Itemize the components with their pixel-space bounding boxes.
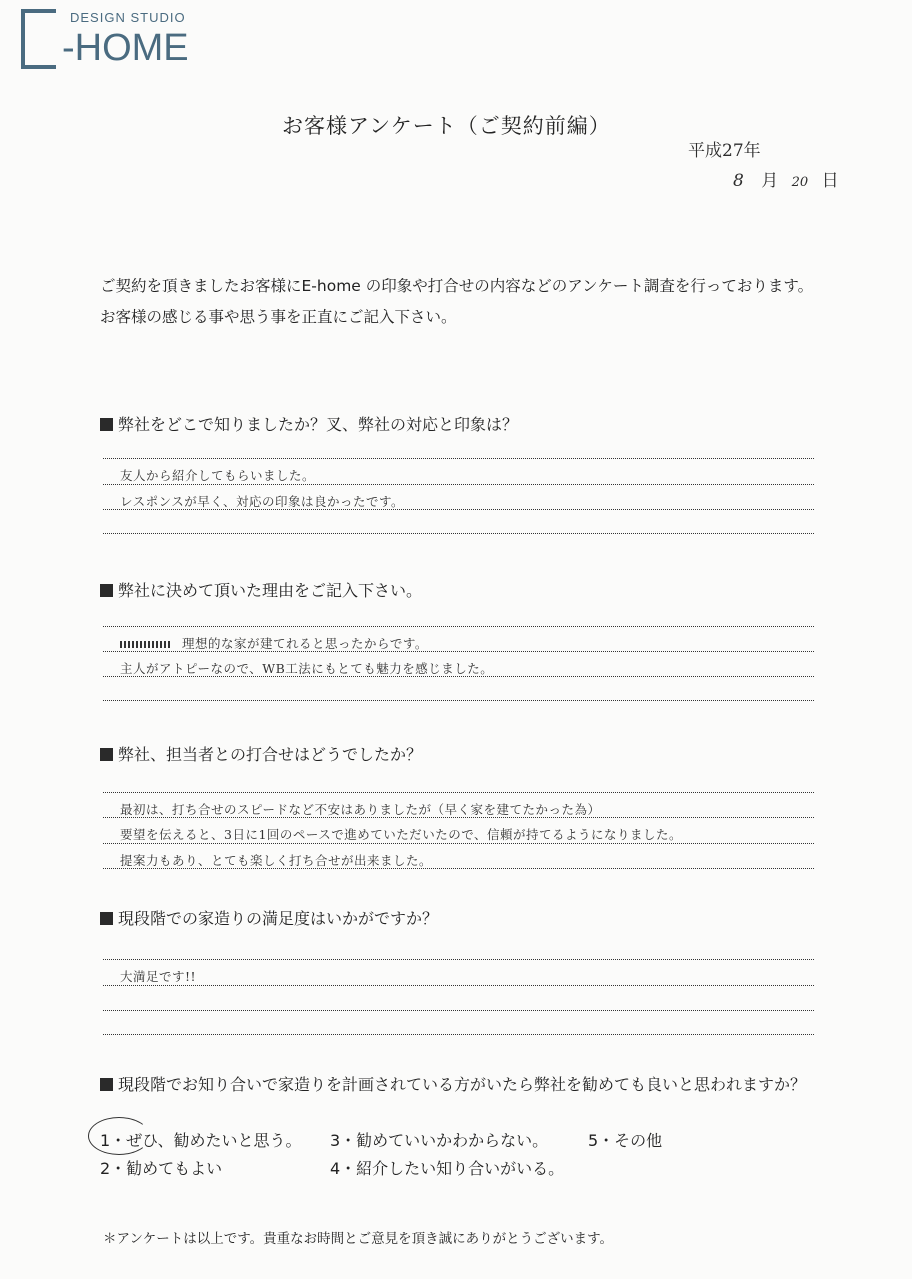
- bullet-square-icon: [100, 584, 113, 597]
- footer-note: ＊アンケートは以上です。貴重なお時間とご意見を頂き誠にありがとうございます。: [103, 1231, 614, 1247]
- date-era-year: 平成27年: [688, 141, 761, 161]
- option-3[interactable]: 3・勧めていいかわからない。: [330, 1131, 549, 1150]
- page-title: お客様アンケート（ご契約前編）: [282, 114, 611, 138]
- answer-line: [103, 1034, 814, 1035]
- answer-line: [103, 843, 814, 844]
- bullet-square-icon: [100, 1078, 113, 1091]
- date-month-day: [733, 166, 839, 191]
- answer-line: [103, 484, 814, 485]
- answer-line: [103, 533, 814, 534]
- question-1: [100, 412, 518, 435]
- option-4[interactable]: 4・紹介したい知り合いがいる。: [330, 1159, 565, 1178]
- answer-2-line-2: 主人がアトピーなので、WB工法にもとても魅力を感じました。: [120, 661, 494, 676]
- logo-studio-text: DESIGN STUDIO: [70, 10, 186, 25]
- answer-line: [103, 792, 814, 793]
- answer-3-line-2: 要望を伝えると、3日に1回のペースで進めていただいたので、信頼が持てるようになりました。: [120, 827, 683, 842]
- intro-line-1: ご契約を頂きましたお客様にE-home の印象や打合せの内容などのアンケート調査を行っております。: [100, 277, 814, 295]
- answer-line: [103, 458, 814, 459]
- date-month-unit: 月: [761, 171, 779, 191]
- question-3-label: 弊社、担当者との打合せはどうでしたか？: [118, 745, 423, 764]
- bullet-square-icon: [100, 418, 113, 431]
- question-4: [100, 906, 438, 929]
- answer-1-line-1: 友人から紹介してもらいました。: [120, 468, 316, 483]
- answer-3-line-3: 提案力もあり、とても楽しく打ち合せが出来ました。: [120, 853, 433, 868]
- date-day: 20: [791, 175, 809, 190]
- question-2-label: 弊社に決めて頂いた理由をご記入下さい。: [118, 581, 423, 600]
- date-month: 8: [733, 171, 744, 191]
- option-1[interactable]: 1・ぜひ、勧めたいと思う。: [100, 1131, 302, 1150]
- answer-line: [103, 1010, 814, 1011]
- bullet-square-icon: [100, 748, 113, 761]
- answer-line: [103, 985, 814, 986]
- bullet-square-icon: [100, 912, 113, 925]
- question-5: [100, 1072, 806, 1095]
- intro-line-2: お客様の感じる事や思う事を正直にご記入下さい。: [100, 308, 457, 326]
- answer-1-line-2: レスポンスが早く、対応の印象は良かったです。: [120, 494, 405, 509]
- logo-e-mark: [18, 8, 62, 70]
- answer-2-line-1: [120, 634, 428, 652]
- answer-line: [103, 626, 814, 627]
- question-4-label: 現段階での家造りの満足度はいかがですか？: [118, 909, 439, 928]
- answer-line: [103, 959, 814, 960]
- answer-line: [103, 700, 814, 701]
- question-3: [100, 742, 422, 765]
- question-1-label: 弊社をどこで知りましたか？叉、弊社の対応と印象は？: [118, 415, 519, 434]
- question-2: [100, 578, 422, 601]
- answer-2-line-1-text: 理想的な家が建てれると思ったからです。: [182, 636, 428, 651]
- crossed-out-scribble: [120, 641, 170, 648]
- option-2[interactable]: 2・勧めてもよい: [100, 1159, 223, 1178]
- question-5-label: 現段階でお知り合いで家造りを計画されている方がいたら弊社を勧めても良いと思われますか？: [118, 1075, 807, 1094]
- date-day-unit: 日: [821, 171, 839, 191]
- option-5[interactable]: 5・その他: [588, 1131, 663, 1150]
- answer-4-line-1: 大満足です!!: [120, 969, 197, 984]
- answer-3-line-1: 最初は、打ち合せのスピードなど不安はありましたが（早く家を建てたかった為）: [120, 802, 601, 817]
- logo-home-text: -HOME: [62, 27, 189, 69]
